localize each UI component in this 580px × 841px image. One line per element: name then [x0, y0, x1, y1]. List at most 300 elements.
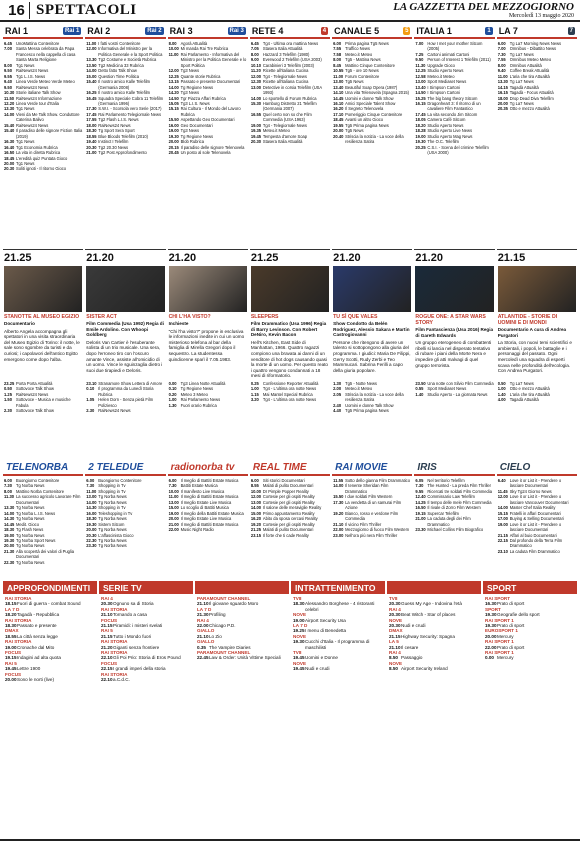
- schedule-program: Tg4 - Telegiornale News: [262, 73, 307, 79]
- section-program: Profiling: [209, 612, 226, 618]
- schedule-time: 7.30: [86, 483, 95, 489]
- schedule-time: 13.00: [168, 499, 179, 505]
- regional-column: [414, 461, 494, 581]
- schedule-time: 12.30: [250, 79, 262, 85]
- pick-time: 21.20: [168, 252, 197, 264]
- schedule-time: 1.00: [168, 397, 177, 403]
- evening-pick: [3, 249, 83, 379]
- regional-column: [85, 461, 165, 581]
- schedule-time: 14.00: [4, 111, 15, 117]
- regional-logo: CIELO: [497, 461, 577, 476]
- section-program: Uomini e Donne: [305, 655, 338, 661]
- schedule-time: 19.45: [250, 133, 262, 139]
- schedule-time: 16.50: [4, 150, 15, 156]
- schedule-program: Helen Dorn - Senza pietà Film Poliziesco: [98, 397, 154, 408]
- regional-schedule: [497, 476, 577, 581]
- schedule-time: 19.40: [86, 139, 97, 145]
- schedule-program: L'aria che tira Attualità: [509, 73, 550, 79]
- schedule-program: I Simpson Cartoni: [427, 90, 460, 96]
- schedule-time: 19.30: [415, 139, 426, 145]
- section-channel: NOVE: [293, 612, 307, 618]
- schedule-program: La successo agricolo Lavorare Film Documentari: [16, 494, 81, 505]
- schedule-program: Question Time Politica: [98, 73, 140, 79]
- schedule-program: Il Segreto Telenovela: [345, 106, 384, 112]
- schedule-time: 16.10: [333, 100, 344, 106]
- section-time: 19.30: [293, 639, 305, 645]
- schedule-time: 14.00: [86, 68, 97, 74]
- schedule-time: 14.30: [86, 505, 97, 511]
- schedule-program: La vita in diretta Rubrica: [16, 150, 61, 156]
- schedule-program: Tg Norba L.I.S. News: [16, 510, 56, 516]
- schedule-program: Sotto dello gianna Film Drammatico: [345, 478, 410, 483]
- schedule-program: Striscia la notizia - La voce della resilienza Satira: [345, 391, 404, 403]
- section-channel: RAI STORIA: [101, 671, 128, 677]
- schedule-program: Studio Aperto News: [427, 122, 464, 128]
- section-channel: PARAMOUNT CHANNEL: [197, 596, 251, 601]
- late-schedule: [414, 379, 494, 461]
- schedule-program: Tg5 News: [345, 79, 364, 85]
- late-schedule: [250, 379, 330, 461]
- schedule-program: Cortesie per gli ospiti Reality: [262, 499, 315, 505]
- section-program: Passaggio: [401, 655, 423, 661]
- schedule-program: Love it or List it - Prendere o lasciare Documentari: [509, 521, 562, 533]
- schedule-time: 15.40: [4, 122, 15, 128]
- schedule-program: Forum Contenitore: [345, 73, 380, 79]
- schedule-program: Detective in corsia Telefilm (USA 1993): [262, 84, 322, 96]
- schedule-time: 13.50: [86, 62, 97, 68]
- section-channel: LA 7 D: [293, 623, 308, 629]
- section-channel: RAI 4: [389, 606, 401, 612]
- schedule-time: 10.30: [4, 90, 15, 96]
- schedule-line: [333, 392, 411, 403]
- schedule-time: 7.30: [415, 483, 424, 489]
- section-time: 22.00: [197, 623, 209, 629]
- schedule-program: Otto e mezzo Attualità: [509, 386, 550, 392]
- section-time: 21.10: [101, 612, 113, 618]
- section-time: 19.00: [293, 617, 305, 623]
- schedule-line: [498, 549, 576, 554]
- schedule-time: 13.30: [86, 57, 97, 63]
- section-channel: DMAX: [389, 628, 403, 634]
- schedule-program: Studio Aperto Mag News: [427, 133, 473, 139]
- section-channel: EUROSPORT 1: [485, 628, 518, 634]
- regional-logo: TELENORBA: [3, 461, 83, 476]
- schedule-time: 11.20: [250, 68, 261, 74]
- section-time: 22.10: [101, 655, 113, 661]
- schedule-program: Dr Pimple Popper Reality: [262, 488, 309, 494]
- channel-header: [497, 25, 577, 39]
- schedule-time: 15.15: [497, 510, 508, 516]
- schedule-time: 18.45: [4, 155, 15, 161]
- schedule-program: Love it or List it - Prendere o lasciare Documentari: [509, 478, 562, 489]
- schedule-program: Nell'ora più nera Film Thriller: [345, 532, 398, 538]
- schedule-program: UnoMattina Contenitore: [16, 41, 60, 46]
- schedule-program: Uomini e donne Talk Show: [345, 402, 394, 408]
- schedule-program: Ricette all'italiana Cucina: [262, 79, 309, 85]
- schedule-program: Lo sportello di Forum Rubrica: [262, 95, 317, 101]
- section-program: Lettre 1900: [17, 666, 41, 672]
- section-program: Mercury: [497, 655, 514, 661]
- channel-logo-icon: 7: [569, 28, 573, 34]
- schedule-line: [4, 46, 82, 62]
- channel-schedule: [3, 39, 83, 249]
- schedule-time: 7.30: [4, 483, 12, 489]
- schedule-program: Tg La7 News: [509, 100, 534, 106]
- evening-pick: [250, 249, 330, 379]
- section-time: 19.45: [293, 655, 305, 661]
- schedule-program: La caduta degli dei Film Drammatico: [427, 516, 471, 527]
- schedule-time: 7.00: [415, 41, 424, 46]
- channel-name: RETE 4: [251, 26, 284, 36]
- section-line: [197, 612, 287, 617]
- section-line: [389, 645, 479, 650]
- schedule-time: 8.00: [4, 488, 12, 494]
- schedule-time: 23.15: [250, 532, 262, 538]
- schedule-program: Tg1 Economia Rubrica: [16, 144, 58, 150]
- schedule-program: Il meglio di Battiti Estate Musica: [180, 478, 239, 483]
- section-program: Cucchi d'Italia - Il programma di maschilisti: [305, 639, 370, 650]
- schedule-program: La vita secondo Jim Sitcom: [427, 111, 478, 117]
- schedule-program: Tg3 L.I.S. News: [180, 100, 210, 106]
- schedule-time: 7.55: [333, 46, 342, 52]
- schedule-time: 17.30: [333, 499, 344, 505]
- section-list: [99, 594, 193, 784]
- schedule-time: 11.30: [415, 62, 426, 68]
- schedule-time: 7.00: [4, 46, 12, 52]
- section-time: 20.30: [389, 601, 401, 607]
- schedule-program: Una vita Telenovela (Spagna 2015): [345, 90, 410, 96]
- schedule-time: 19.00: [4, 532, 15, 538]
- schedule-time: 14.00: [168, 84, 179, 90]
- schedule-line: [415, 516, 493, 527]
- schedule-line: [86, 96, 164, 107]
- regional-schedule: [250, 476, 330, 581]
- schedule-time: 19.00: [415, 133, 426, 139]
- schedule-time: 16.15: [415, 100, 426, 106]
- section-program: Tornando a casa: [113, 612, 147, 618]
- channel-column: [332, 25, 412, 249]
- schedule-program: Detto fatto Talk Show: [98, 68, 137, 74]
- schedule-program: Sistem Sitcom: [98, 521, 125, 527]
- evening-picks-row: [3, 249, 577, 379]
- section-line: [389, 612, 479, 617]
- schedule-line: [333, 511, 411, 522]
- channel-header: [250, 25, 330, 39]
- schedule-line: [251, 101, 329, 112]
- schedule-line: [333, 134, 411, 145]
- section-program: Beat Witch - Star of places: [401, 612, 456, 618]
- pick-time: 21.25: [4, 252, 32, 264]
- schedule-time: 9.40: [4, 79, 12, 85]
- schedule-time: 6.40: [497, 478, 506, 483]
- section-program: Airport Security Ireland: [401, 666, 448, 672]
- schedule-time: 14.00: [250, 505, 262, 511]
- schedule-program: Battiti Estate Musica: [180, 483, 218, 489]
- schedule-line: [251, 112, 329, 123]
- schedule-time: 6.05: [415, 478, 424, 483]
- section-time: 19.00: [5, 644, 17, 650]
- schedule-line: [498, 522, 576, 533]
- section-line: [197, 655, 287, 660]
- schedule-time: 1.15: [250, 391, 259, 397]
- section-line: [485, 612, 575, 617]
- section-line: [293, 639, 383, 650]
- schedule-time: 14.50: [415, 90, 426, 96]
- schedule-time: 16.15: [497, 90, 508, 96]
- section-list: [195, 594, 289, 784]
- schedule-time: 6.00: [333, 41, 342, 46]
- pick-time: 21.25: [250, 252, 279, 264]
- schedule-line: [4, 549, 82, 560]
- schedule-line: [498, 494, 576, 505]
- schedule-program: Tg5 - ore 10 News: [345, 68, 379, 74]
- schedule-time: 13.40: [415, 84, 426, 90]
- section-time: 20.30: [389, 623, 401, 629]
- schedule-program: Music Night Radio: [180, 527, 214, 533]
- schedule-program: Buongiorno Contenitore: [98, 478, 142, 483]
- schedule-time: 20.40: [333, 133, 344, 139]
- schedule-time: 2.30: [86, 408, 95, 414]
- section-channel: PARAMOUNT CHANNEL: [197, 650, 251, 656]
- schedule-time: 12.20: [4, 100, 15, 106]
- section-program: Geografie dello sport: [497, 612, 540, 618]
- schedule-program: Camera Café Sitcom: [427, 117, 466, 123]
- pick-photo: [333, 266, 411, 312]
- late-schedule: [168, 379, 248, 461]
- section-time: 21.10: [389, 644, 401, 650]
- section-time: 22.15: [101, 666, 113, 672]
- section-time: 16.30: [485, 601, 497, 607]
- schedule-time: 23.10: [86, 381, 97, 386]
- section-program: I menu di Benedetta: [305, 628, 347, 634]
- schedule-time: 15.30: [250, 100, 262, 106]
- section-channel: RAI STORIA: [5, 617, 32, 623]
- schedule-time: 8.00: [250, 51, 259, 57]
- schedule-time: 13.00: [250, 499, 262, 505]
- schedule-time: 21.30: [4, 548, 15, 554]
- schedule-line: [86, 386, 164, 397]
- schedule-time: 21.00: [415, 516, 426, 522]
- schedule-time: 2.05: [333, 391, 342, 397]
- regional-logo: REAL TIME: [250, 461, 330, 476]
- pick-photo: [251, 266, 329, 312]
- schedule-time: 1.25: [4, 391, 12, 397]
- schedule-program: Il salone delle meraviglie Reality: [262, 505, 322, 511]
- thematic-section: [3, 581, 97, 784]
- schedule-program: Amici Speciale Talent Show: [345, 100, 396, 106]
- schedule-program: Affari al buio Documentari: [509, 532, 557, 538]
- section-channel: RAI 4: [389, 650, 401, 656]
- pick-title: ROGUE ONE: A STAR WARS STORY: [415, 314, 486, 326]
- regional-logo: IRIS: [414, 461, 494, 476]
- schedule-program: Tg Regione News: [180, 386, 214, 392]
- section-channel: DMAX: [5, 628, 19, 634]
- section-time: 21.10: [197, 633, 209, 639]
- schedule-time: 13.30: [4, 106, 15, 112]
- section-time: 21.15: [101, 623, 113, 629]
- schedule-program: Instinct I Telefilm: [98, 139, 129, 145]
- schedule-program: The big bang theory Sitcom: [427, 95, 478, 101]
- schedule-time: 18.28: [415, 128, 426, 134]
- schedule-program: Il meglio di Battiti Estate Musica: [180, 494, 239, 500]
- schedule-time: 1.00: [497, 386, 506, 392]
- schedule-line: [498, 478, 576, 489]
- schedule-time: 18.00: [86, 122, 97, 128]
- schedule-time: 21.00: [168, 521, 179, 527]
- schedule-time: 22.00: [168, 527, 179, 533]
- section-channel: RAI STORIA: [5, 639, 32, 645]
- section-line: [389, 655, 479, 660]
- regional-schedule: [168, 476, 248, 581]
- schedule-time: 19.30: [4, 537, 15, 543]
- schedule-program: Il meglio della Battiti Estate Musica: [180, 510, 244, 516]
- schedule-program: I due soldati Film Western: [345, 494, 393, 500]
- schedule-program: Soliti ignoti - Il ritorno Gioco: [16, 166, 67, 172]
- thematic-section: [195, 581, 289, 784]
- section-channel: NOVE: [293, 660, 307, 666]
- schedule-program: Tg Norba News: [98, 516, 127, 522]
- schedule-program: Cortesie per gli ospiti Reality: [262, 494, 315, 500]
- channel-column: [250, 25, 330, 249]
- section-line: [389, 601, 479, 606]
- schedule-time: 12.00: [86, 46, 97, 52]
- section-time: 21.15: [101, 633, 113, 639]
- schedule-time: 9.50: [4, 84, 12, 90]
- schedule-program: Quante storie Rubrica: [180, 73, 221, 79]
- schedule-time: 4.00: [497, 397, 506, 403]
- pick-time: 21.15: [497, 252, 526, 264]
- regional-column: [332, 461, 412, 581]
- schedule-program: Carabinieri 3 Telefilm (2003): [262, 62, 314, 68]
- schedule-time: 10.00: [168, 46, 179, 52]
- schedule-program: RaiNews24 Informazione: [16, 95, 62, 101]
- schedule-program: Tg4 - L'ultima ora notte News: [262, 397, 317, 403]
- schedule-time: 6.00: [168, 478, 177, 483]
- schedule-program: Malati di pulito Documentari: [262, 527, 314, 533]
- schedule-time: 12.00: [250, 494, 262, 500]
- schedule-program: Dal profondo della Terra Film Drammatico: [509, 537, 563, 549]
- schedule-time: 16.00: [168, 122, 179, 128]
- schedule-time: 10.10: [250, 62, 262, 68]
- section-program: Tagadà - Repubblica: [17, 612, 60, 618]
- schedule-program: La vendetta di un samurai Film Azione: [345, 499, 402, 511]
- schedule-program: Drop Dead Diva Telefilm: [509, 95, 554, 101]
- schedule-time: 15.40: [86, 79, 97, 85]
- schedule-time: 21.25: [250, 527, 262, 533]
- section-program: Nudi e crudi: [305, 666, 330, 672]
- schedule-program: Tagadà - Focus Attualità: [509, 90, 554, 96]
- schedule-program: Bianco, rosso e verdone Film Commedia: [345, 510, 399, 522]
- schedule-program: Tg La7 Morning News News: [509, 41, 562, 46]
- schedule-program: Tg2 20.30 News: [98, 144, 129, 150]
- schedule-time: 11.00: [86, 41, 97, 46]
- schedule-time: 16.40: [4, 144, 15, 150]
- page-number: 16: [4, 2, 30, 19]
- schedule-time: 17.45: [415, 111, 426, 117]
- section-time: 19.25: [293, 628, 305, 634]
- schedule-line: [415, 41, 493, 52]
- pick-subtitle: Film Commedia (Usa 1992) Regia di Emile Ardolino. Con Whoopi Goldberg: [86, 321, 164, 338]
- pick-title: CHI L'HA VISTO?: [168, 314, 211, 320]
- schedule-time: 18.30: [86, 516, 97, 522]
- schedule-program: Tg2 Post Approfondimento: [98, 150, 147, 156]
- schedule-program: Il meglio di Battiti Estate Musica: [180, 521, 239, 527]
- schedule-time: 19.55: [333, 122, 344, 128]
- section-channel: FOCUS: [101, 660, 118, 666]
- schedule-time: 0.50: [4, 386, 12, 392]
- section-channel: RAI SPORT: [485, 596, 511, 601]
- schedule-line: [4, 166, 82, 171]
- schedule-program: Sport Mediaset News: [427, 79, 467, 85]
- schedule-time: 14.00: [250, 95, 262, 101]
- schedule-time: 1.40: [497, 391, 506, 397]
- schedule-program: Tagadà Attualità: [509, 84, 539, 90]
- section-program: Giganti senza frontiere: [113, 644, 160, 650]
- schedule-time: 8.55: [250, 483, 259, 489]
- schedule-line: [415, 527, 493, 532]
- schedule-time: 21.00: [86, 150, 97, 156]
- channel-logo-icon: 1: [487, 28, 491, 34]
- pick-description: La Storia, con nuovi temi scientifici e ambientali, i popoli, le battaglie e i personaggi del passato. Ogni mercoledì una squadra di esperti scava nelle profondità dell'ecologia. Con Andrea Purgatori.: [497, 340, 572, 374]
- schedule-time: 15.50: [168, 117, 179, 123]
- schedule-program: Omnibus - Dibattito News: [509, 46, 557, 52]
- section-time: 18.20: [5, 612, 17, 618]
- section-program: La città senza legge: [17, 633, 58, 639]
- section-time: 0.00: [485, 655, 494, 661]
- late-schedule: [85, 379, 165, 461]
- schedule-time: 20.00: [168, 139, 179, 145]
- section-time: 19.30: [485, 612, 497, 618]
- section-channel: GIALLO: [197, 628, 215, 634]
- schedule-time: 20.00: [168, 516, 179, 522]
- schedule-program: Confessione Reporter Attualità: [262, 381, 319, 386]
- schedule-program: Cortesie per gli ospiti Reality: [262, 521, 315, 527]
- schedule-time: 20.35: [497, 106, 508, 112]
- schedule-time: 18.00: [497, 95, 508, 101]
- schedule-program: Il rivale di Zorro Film Western: [427, 505, 481, 511]
- pick-subtitle: Inchieste: [168, 321, 189, 326]
- schedule-time: 11.55: [333, 478, 344, 483]
- schedule-line: [86, 408, 164, 413]
- section-channel: RAI SPORT 1: [485, 650, 514, 656]
- channel-logo-icon: 5: [405, 28, 409, 34]
- schedule-program: Tg Norba News: [16, 516, 45, 522]
- schedule-time: 10.00: [168, 488, 179, 494]
- schedule-time: 2.30: [4, 408, 12, 414]
- schedule-line: [498, 397, 576, 402]
- schedule-time: 17.30: [86, 106, 97, 112]
- schedule-time: 9.50: [4, 68, 12, 74]
- pick-photo: [4, 266, 82, 312]
- schedule-time: 14.00: [4, 510, 15, 516]
- schedule-program: Tg4 - Telegiornale News: [262, 122, 307, 128]
- schedule-program: Primo appuntamento Reality: [262, 510, 315, 516]
- schedule-program: Upgrade Gioco: [427, 62, 455, 68]
- schedule-program: Alla scopertà dei valori di Puglia Documentari: [16, 548, 75, 560]
- schedule-program: Tg Norba News: [98, 543, 127, 549]
- section-program: Indagini ad alta quota: [17, 655, 61, 661]
- schedule-program: Geo Documentari: [180, 122, 213, 128]
- schedule-time: 20.30: [4, 166, 15, 172]
- schedule-program: RaiNews24 News: [98, 408, 131, 414]
- schedule-time: 17.00: [497, 516, 508, 522]
- schedule-program: Tg4 - L'ultima ora notte News: [262, 386, 317, 392]
- schedule-time: 11.45: [497, 488, 508, 494]
- schedule-time: 15.00: [168, 505, 179, 511]
- schedule-program: Tg2 Flash L.I.S. News: [98, 117, 139, 123]
- schedule-program: Tg Norba News: [16, 505, 45, 511]
- schedule-program: Linea Verde Meteo Verde Meteo: [16, 79, 75, 85]
